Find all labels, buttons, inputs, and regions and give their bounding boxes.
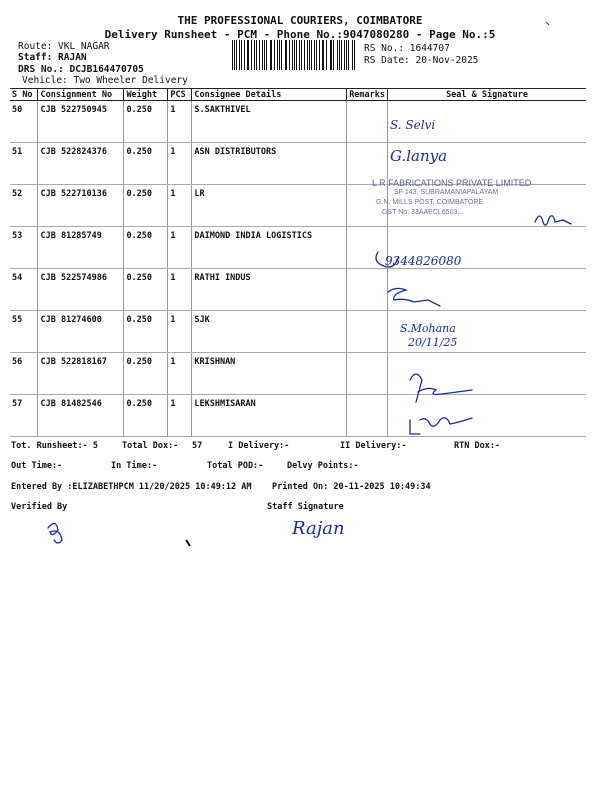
- stamp-line-post: G.N. MILLS POST, COIMBATORE: [376, 199, 484, 206]
- cell-pcs: 1: [168, 311, 192, 353]
- cell-pcs: 1: [168, 143, 192, 185]
- cell-consignment: CJB 522574986: [38, 269, 124, 311]
- col-header-pcs: PCS: [168, 89, 192, 101]
- rs-date: RS Date: 20-Nov-2025: [364, 55, 479, 66]
- cell-weight: 0.250: [124, 353, 168, 395]
- total-pod: Total POD:-: [207, 461, 264, 471]
- corner-mark: [546, 22, 549, 25]
- cell-weight: 0.250: [124, 311, 168, 353]
- cell-consignee: LEKSHMISARAN: [192, 395, 347, 437]
- cell-consignment: CJB 81285749: [38, 227, 124, 269]
- cell-pcs: 1: [168, 185, 192, 227]
- runsheet-title: Delivery Runsheet - PCM - Phone No.:9047080280 - Page No.:5: [104, 28, 496, 41]
- cell-consignee: DAIMOND INDIA LOGISTICS: [192, 227, 347, 269]
- cell-consignee: S.SAKTHIVEL: [192, 101, 347, 143]
- company-title: THE PROFESSIONAL COURIERS, COIMBATORE: [177, 14, 423, 27]
- verified-by-scribble: [48, 523, 62, 543]
- out-time: Out Time:-: [11, 461, 63, 471]
- pen-mark: [186, 540, 190, 546]
- handwritten-signature-51: G.lanya: [390, 147, 448, 165]
- ii-delivery: II Delivery:-: [340, 441, 407, 451]
- col-header-remarks: Remarks: [347, 89, 388, 101]
- cell-sno: 52: [10, 185, 38, 227]
- cell-sno: 57: [10, 395, 38, 437]
- cell-sno: 55: [10, 311, 38, 353]
- in-time: In Time:-: [111, 461, 158, 471]
- cell-consignment: CJB 522818167: [38, 353, 124, 395]
- staff-handwritten-signature: Rajan: [292, 518, 345, 539]
- rtn-dox: RTN Dox:-: [454, 441, 501, 451]
- cell-sno: 50: [10, 101, 38, 143]
- delvy-points: Delvy Points:-: [287, 461, 359, 471]
- i-delivery: I Delivery:-: [228, 441, 290, 451]
- cell-consignment: CJB 81482546: [38, 395, 124, 437]
- vehicle-label: Vehicle: Two Wheeler Delivery: [22, 75, 188, 86]
- total-dox-label: Total Dox:-: [122, 441, 179, 451]
- cell-consignee: ASN DISTRIBUTORS: [192, 143, 347, 185]
- col-header-sno: S No: [10, 89, 38, 101]
- stamp-line-company: L R FABRICATIONS PRIVATE LIMITED: [372, 178, 532, 188]
- cell-consignment: CJB 522824376: [38, 143, 124, 185]
- cell-sno: 56: [10, 353, 38, 395]
- cell-sno: 53: [10, 227, 38, 269]
- cell-pcs: 1: [168, 101, 192, 143]
- cell-consignee: RATHI INDUS: [192, 269, 347, 311]
- cell-pcs: 1: [168, 269, 192, 311]
- route-label: Route: VKL NAGAR: [18, 41, 110, 52]
- cell-weight: 0.250: [124, 101, 168, 143]
- cell-consignment: CJB 81274600: [38, 311, 124, 353]
- col-header-consignee: Consignee Details: [192, 89, 347, 101]
- cell-consignee: SJK: [192, 311, 347, 353]
- cell-weight: 0.250: [124, 143, 168, 185]
- handwritten-date-55: 20/11/25: [408, 336, 458, 349]
- cell-weight: 0.250: [124, 395, 168, 437]
- drs-number: DRS No.: DCJB164470705: [18, 64, 144, 75]
- stamp-line-gst: GST No: 33AAECL6503...: [382, 209, 464, 216]
- cell-weight: 0.250: [124, 269, 168, 311]
- cell-consignee: KRISHNAN: [192, 353, 347, 395]
- cell-sno: 54: [10, 269, 38, 311]
- staff-signature-label: Staff Signature: [267, 502, 344, 512]
- col-header-consignment: Consignment No: [38, 89, 124, 101]
- cell-sno: 51: [10, 143, 38, 185]
- verified-by-label: Verified By: [11, 502, 68, 512]
- cell-pcs: 1: [168, 353, 192, 395]
- col-header-signature: Seal & Signature: [388, 89, 586, 101]
- cell-consignment: CJB 522710136: [38, 185, 124, 227]
- rs-number: RS No.: 1644707: [364, 43, 450, 54]
- handwritten-phone-53: 9344826080: [385, 254, 462, 268]
- cell-weight: 0.250: [124, 185, 168, 227]
- cell-weight: 0.250: [124, 227, 168, 269]
- cell-pcs: 1: [168, 395, 192, 437]
- staff-label: Staff: RAJAN: [18, 52, 87, 63]
- printed-on: Printed On: 20-11-2025 10:49:34: [272, 482, 431, 492]
- signature-scribble-53: [376, 252, 398, 267]
- total-dox-value: 57: [192, 441, 203, 451]
- signature-scribble-52: [535, 216, 571, 225]
- tot-runsheet: Tot. Runsheet:- 5: [11, 441, 98, 451]
- entered-by: Entered By :ELIZABETHPCM 11/20/2025 10:49:12 AM: [11, 482, 252, 492]
- handwritten-signature-55: S.Mohana: [400, 322, 456, 335]
- cell-consignee: LR: [192, 185, 347, 227]
- col-header-weight: Weight: [124, 89, 168, 101]
- cell-pcs: 1: [168, 227, 192, 269]
- signature-scribble-56: [410, 374, 472, 402]
- cell-consignment: CJB 522750945: [38, 101, 124, 143]
- stamp-line-address: SF 143, SUBRAMANIAPALAYAM: [394, 189, 499, 196]
- signature-scribble-54: [388, 288, 440, 306]
- signature-scribble-57: [410, 418, 472, 434]
- handwritten-signature-50: S. Selvi: [390, 118, 436, 132]
